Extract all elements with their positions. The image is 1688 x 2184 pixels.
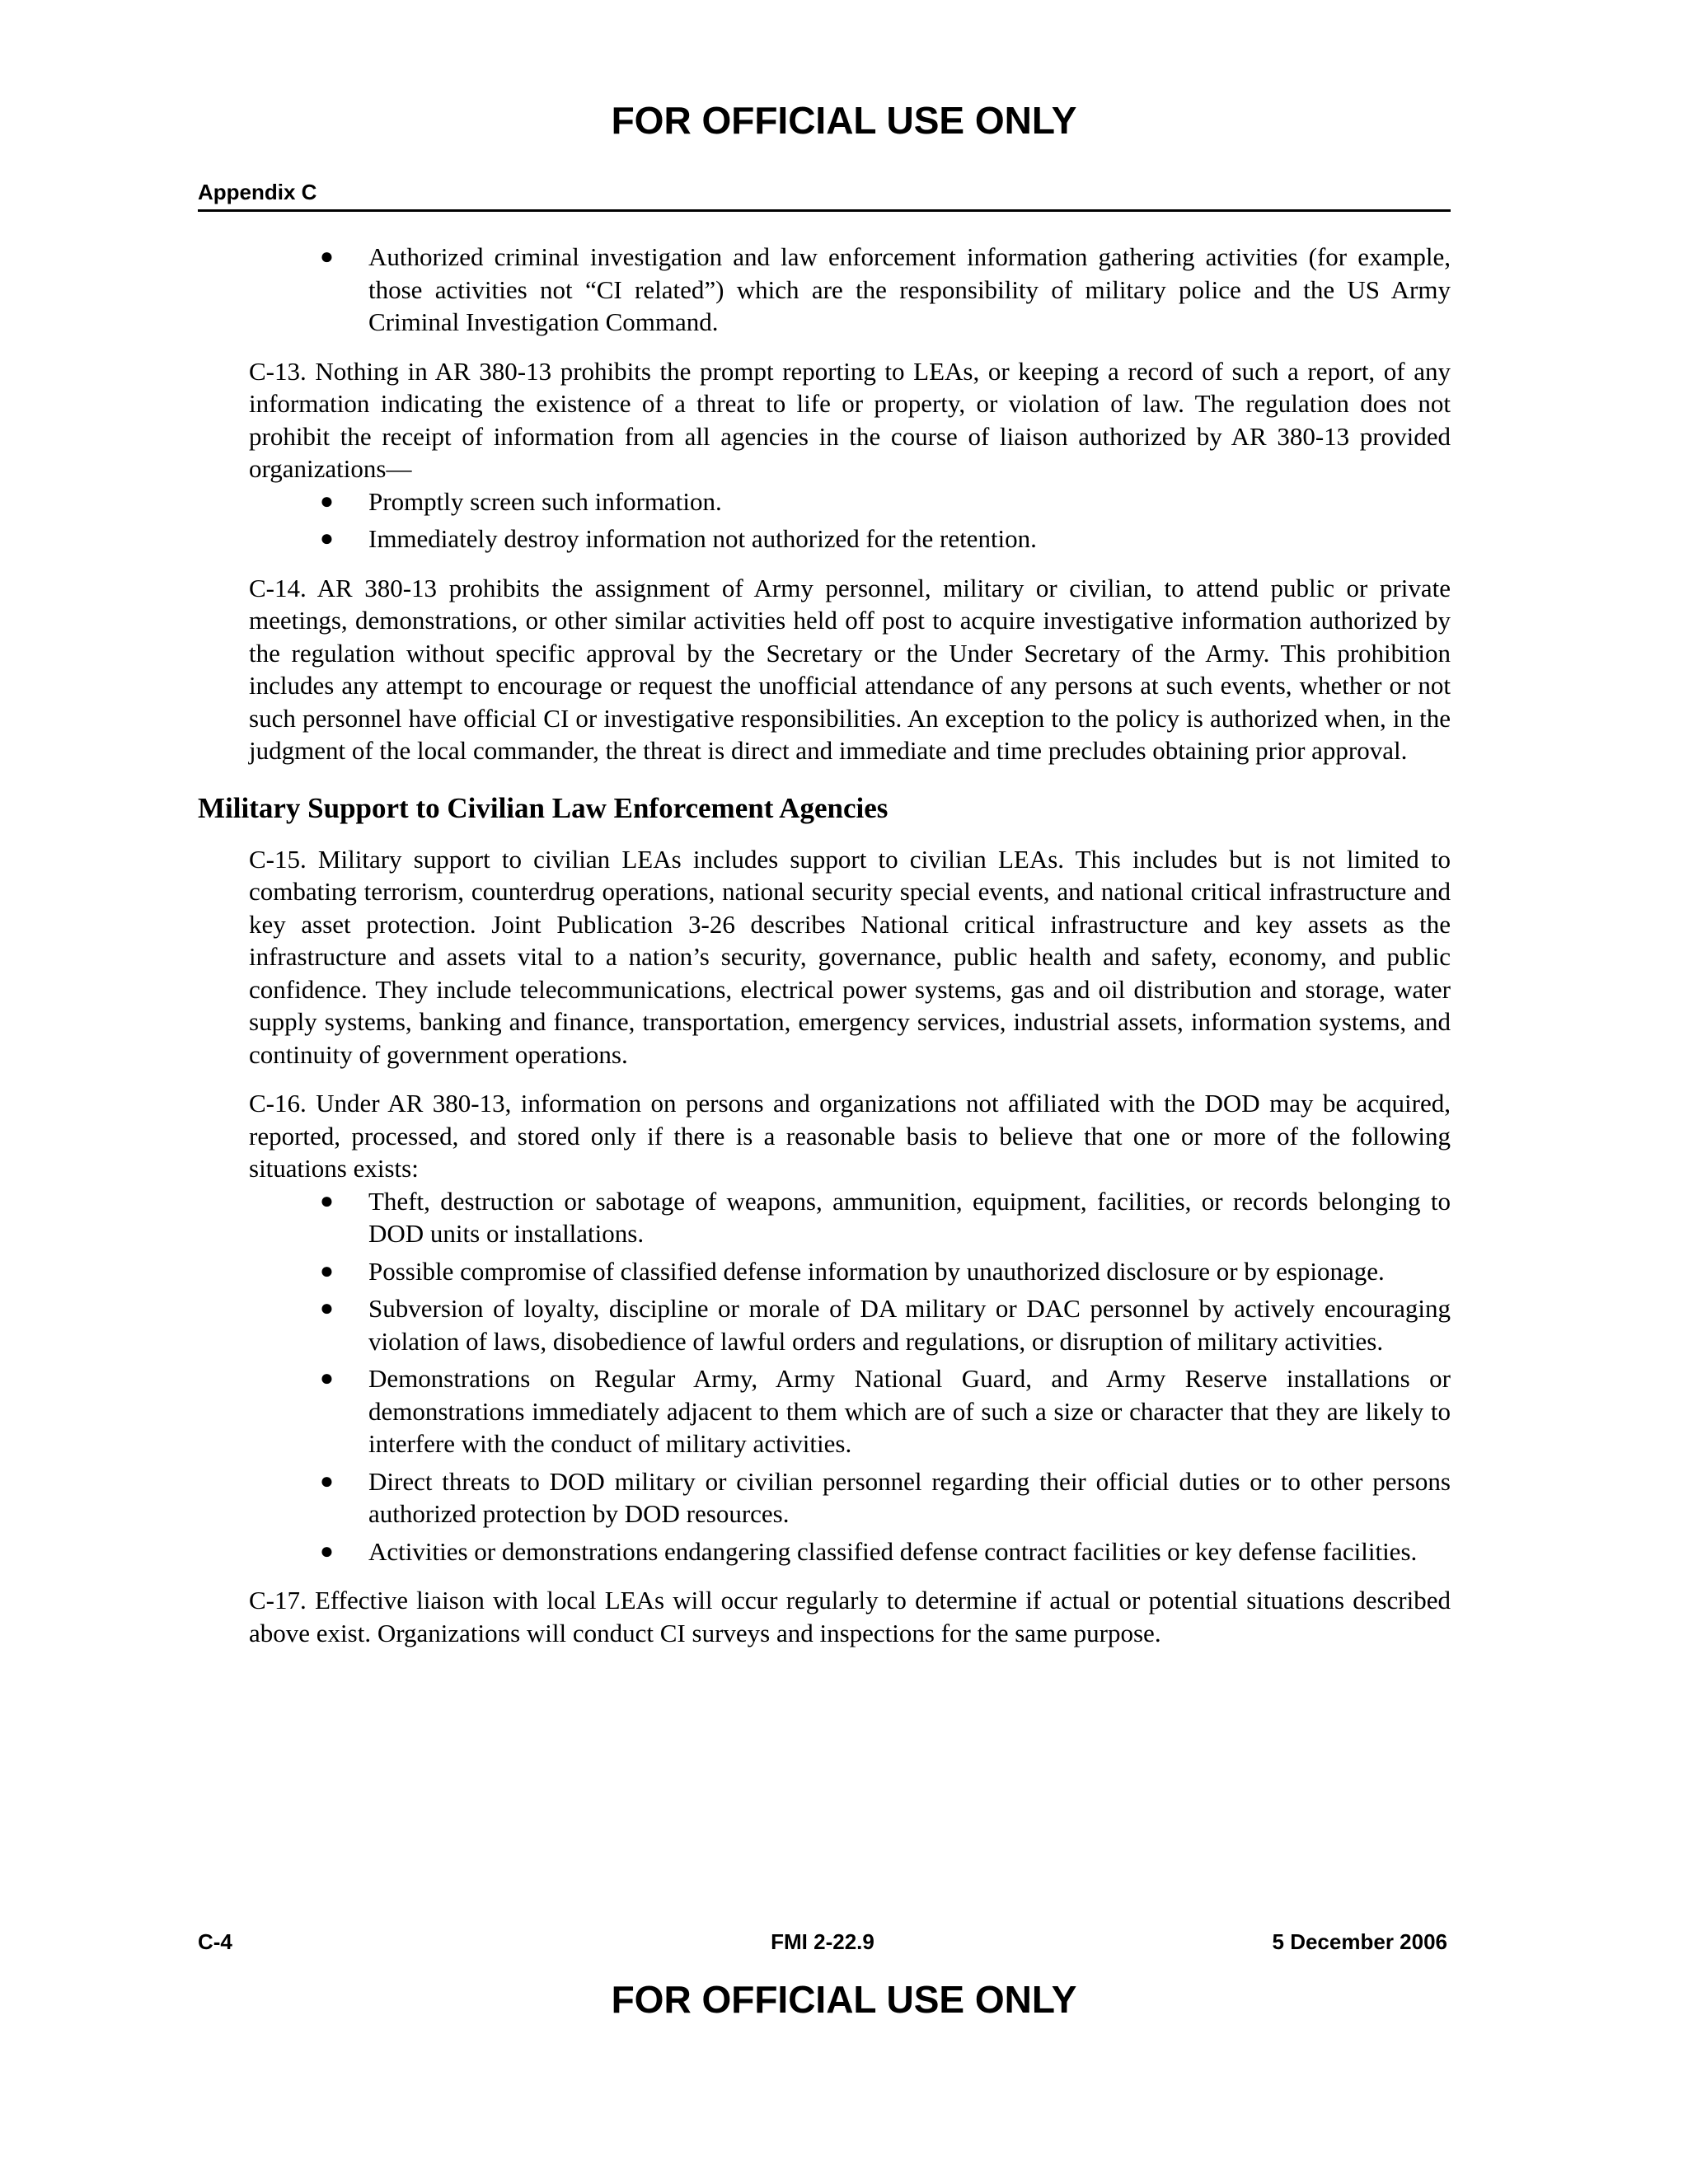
bullet-list	[198, 485, 1451, 555]
page-number: C-4	[198, 1929, 232, 1954]
bullet-icon: ●	[320, 1296, 334, 1321]
bullet-icon: ●	[320, 1468, 334, 1494]
document-id: FMI 2-22.9	[771, 1929, 874, 1954]
bullet-icon: ●	[320, 1258, 334, 1284]
paragraph-c14: C-14. AR 380-13 prohibits the assignment of Army personnel, military or civilian, to attend public or private meetings, demonstrations, or other similar activities held off post to acquire investigative information authorized by the regulation without specific approval by the Secretary or the Under Secretary of the Army. This prohibition includes any attempt to encourage or request the unofficial attendance of any persons at such events, whether or not such personnel have official CI or investigative responsibilities. An exception to the policy is authorized when, in the judgment of the local commander, the threat is direct and immediate and time precludes obtaining prior approval.	[249, 573, 1451, 765]
paragraph-c15: C-15. Military support to civilian LEAs includes support to civilian LEAs. This includes but is not limited to combating terrorism, counterdrug operations, national security special events, and national critical infrastructure and key asset protection. Joint Publication 3-26 describes National critical infrastructure and key assets as the infrastructure and assets vital to a nation’s security, governance, public health and safety, economy, and public confidence. They include telecommunications, electrical power systems, gas and oil distribution and storage, water supply systems, banking and finance, transportation, emergency services, industrial assets, information systems, and continuity of government operations.	[249, 844, 1451, 1069]
bullet-icon: ●	[320, 1538, 334, 1564]
list-item-text: Subversion of loyalty, discipline or morale of DA military or DAC personnel by actively encouraging violation of laws, disobedience of lawful orders and regulations, or disruption of military activities.	[368, 1294, 1451, 1356]
bullet-icon: ●	[320, 1366, 334, 1391]
page-footer	[198, 1927, 1447, 1957]
list-item-text: Authorized criminal investigation and law enforcement information gathering activities (for example, those activities not “CI related”) which are the responsibility of military police and the US Army Criminal Investigation Command.	[368, 242, 1451, 336]
list-item	[198, 523, 1451, 555]
list-item	[198, 1292, 1451, 1357]
list-item-text: Demonstrations on Regular Army, Army National Guard, and Army Reserve installations or demonstrations immediately adjacent to them which are of such a size or character that they are likely to interfere with the conduct of military activities.	[368, 1364, 1451, 1458]
classification-banner-top: FOR OFFICIAL USE ONLY	[611, 99, 1077, 142]
bullet-icon: ●	[320, 1188, 334, 1214]
list-item	[198, 1185, 1451, 1250]
list-item	[198, 1362, 1451, 1460]
section-heading: Military Support to Civilian Law Enforcement Agencies	[198, 791, 889, 824]
list-item-text: Activities or demonstrations endangering classified defense contract facilities or key defense facilities.	[368, 1536, 1418, 1566]
list-item	[198, 1535, 1451, 1568]
list-item	[198, 1255, 1451, 1288]
list-item	[198, 485, 1451, 518]
bullet-icon: ●	[320, 488, 334, 514]
classification-banner-bottom: FOR OFFICIAL USE ONLY	[611, 1978, 1077, 2021]
bullet-icon: ●	[320, 244, 334, 269]
appendix-label: Appendix C	[198, 180, 317, 204]
list-item	[198, 1465, 1451, 1530]
paragraph-c17: C-17. Effective liaison with local LEAs will occur regularly to determine if actual or potential situations described above exist. Organizations will conduct CI surveys and inspections for the same purpose.	[249, 1586, 1451, 1647]
list-item-text: Possible compromise of classified defense information by unauthorized disclosure or by espionage.	[368, 1256, 1385, 1286]
list-item-text: Promptly screen such information.	[368, 486, 722, 516]
publication-date: 5 December 2006	[1272, 1929, 1447, 1954]
running-head	[198, 180, 1451, 212]
list-item-text: Direct threats to DOD military or civilian personnel regarding their official duties or to other persons authorized protection by DOD resources.	[368, 1466, 1451, 1528]
bullet-list	[198, 1185, 1451, 1568]
list-item-text: Immediately destroy information not authorized for the retention.	[368, 524, 1037, 553]
list-item-text: Theft, destruction or sabotage of weapons, ammunition, equipment, facilities, or records belonging to DOD units or installations.	[368, 1186, 1451, 1248]
bullet-icon: ●	[320, 526, 334, 551]
bullet-list	[198, 241, 1451, 339]
document-body	[198, 241, 1451, 1666]
paragraph-c16: C-16. Under AR 380-13, information on persons and organizations not affiliated with the DOD may be acquired, reported, processed, and stored only if there is a reasonable basis to believe that one or more of the following situations exists:	[249, 1089, 1451, 1183]
list-item	[198, 241, 1451, 339]
paragraph-c13: C-13. Nothing in AR 380-13 prohibits the prompt reporting to LEAs, or keeping a record of such a report, of any information indicating the existence of a threat to life or property, or violation of law. The regulation does not prohibit the receipt of information from all agencies in the course of liaison authorized by AR 380-13 provided organizations—	[249, 356, 1451, 483]
